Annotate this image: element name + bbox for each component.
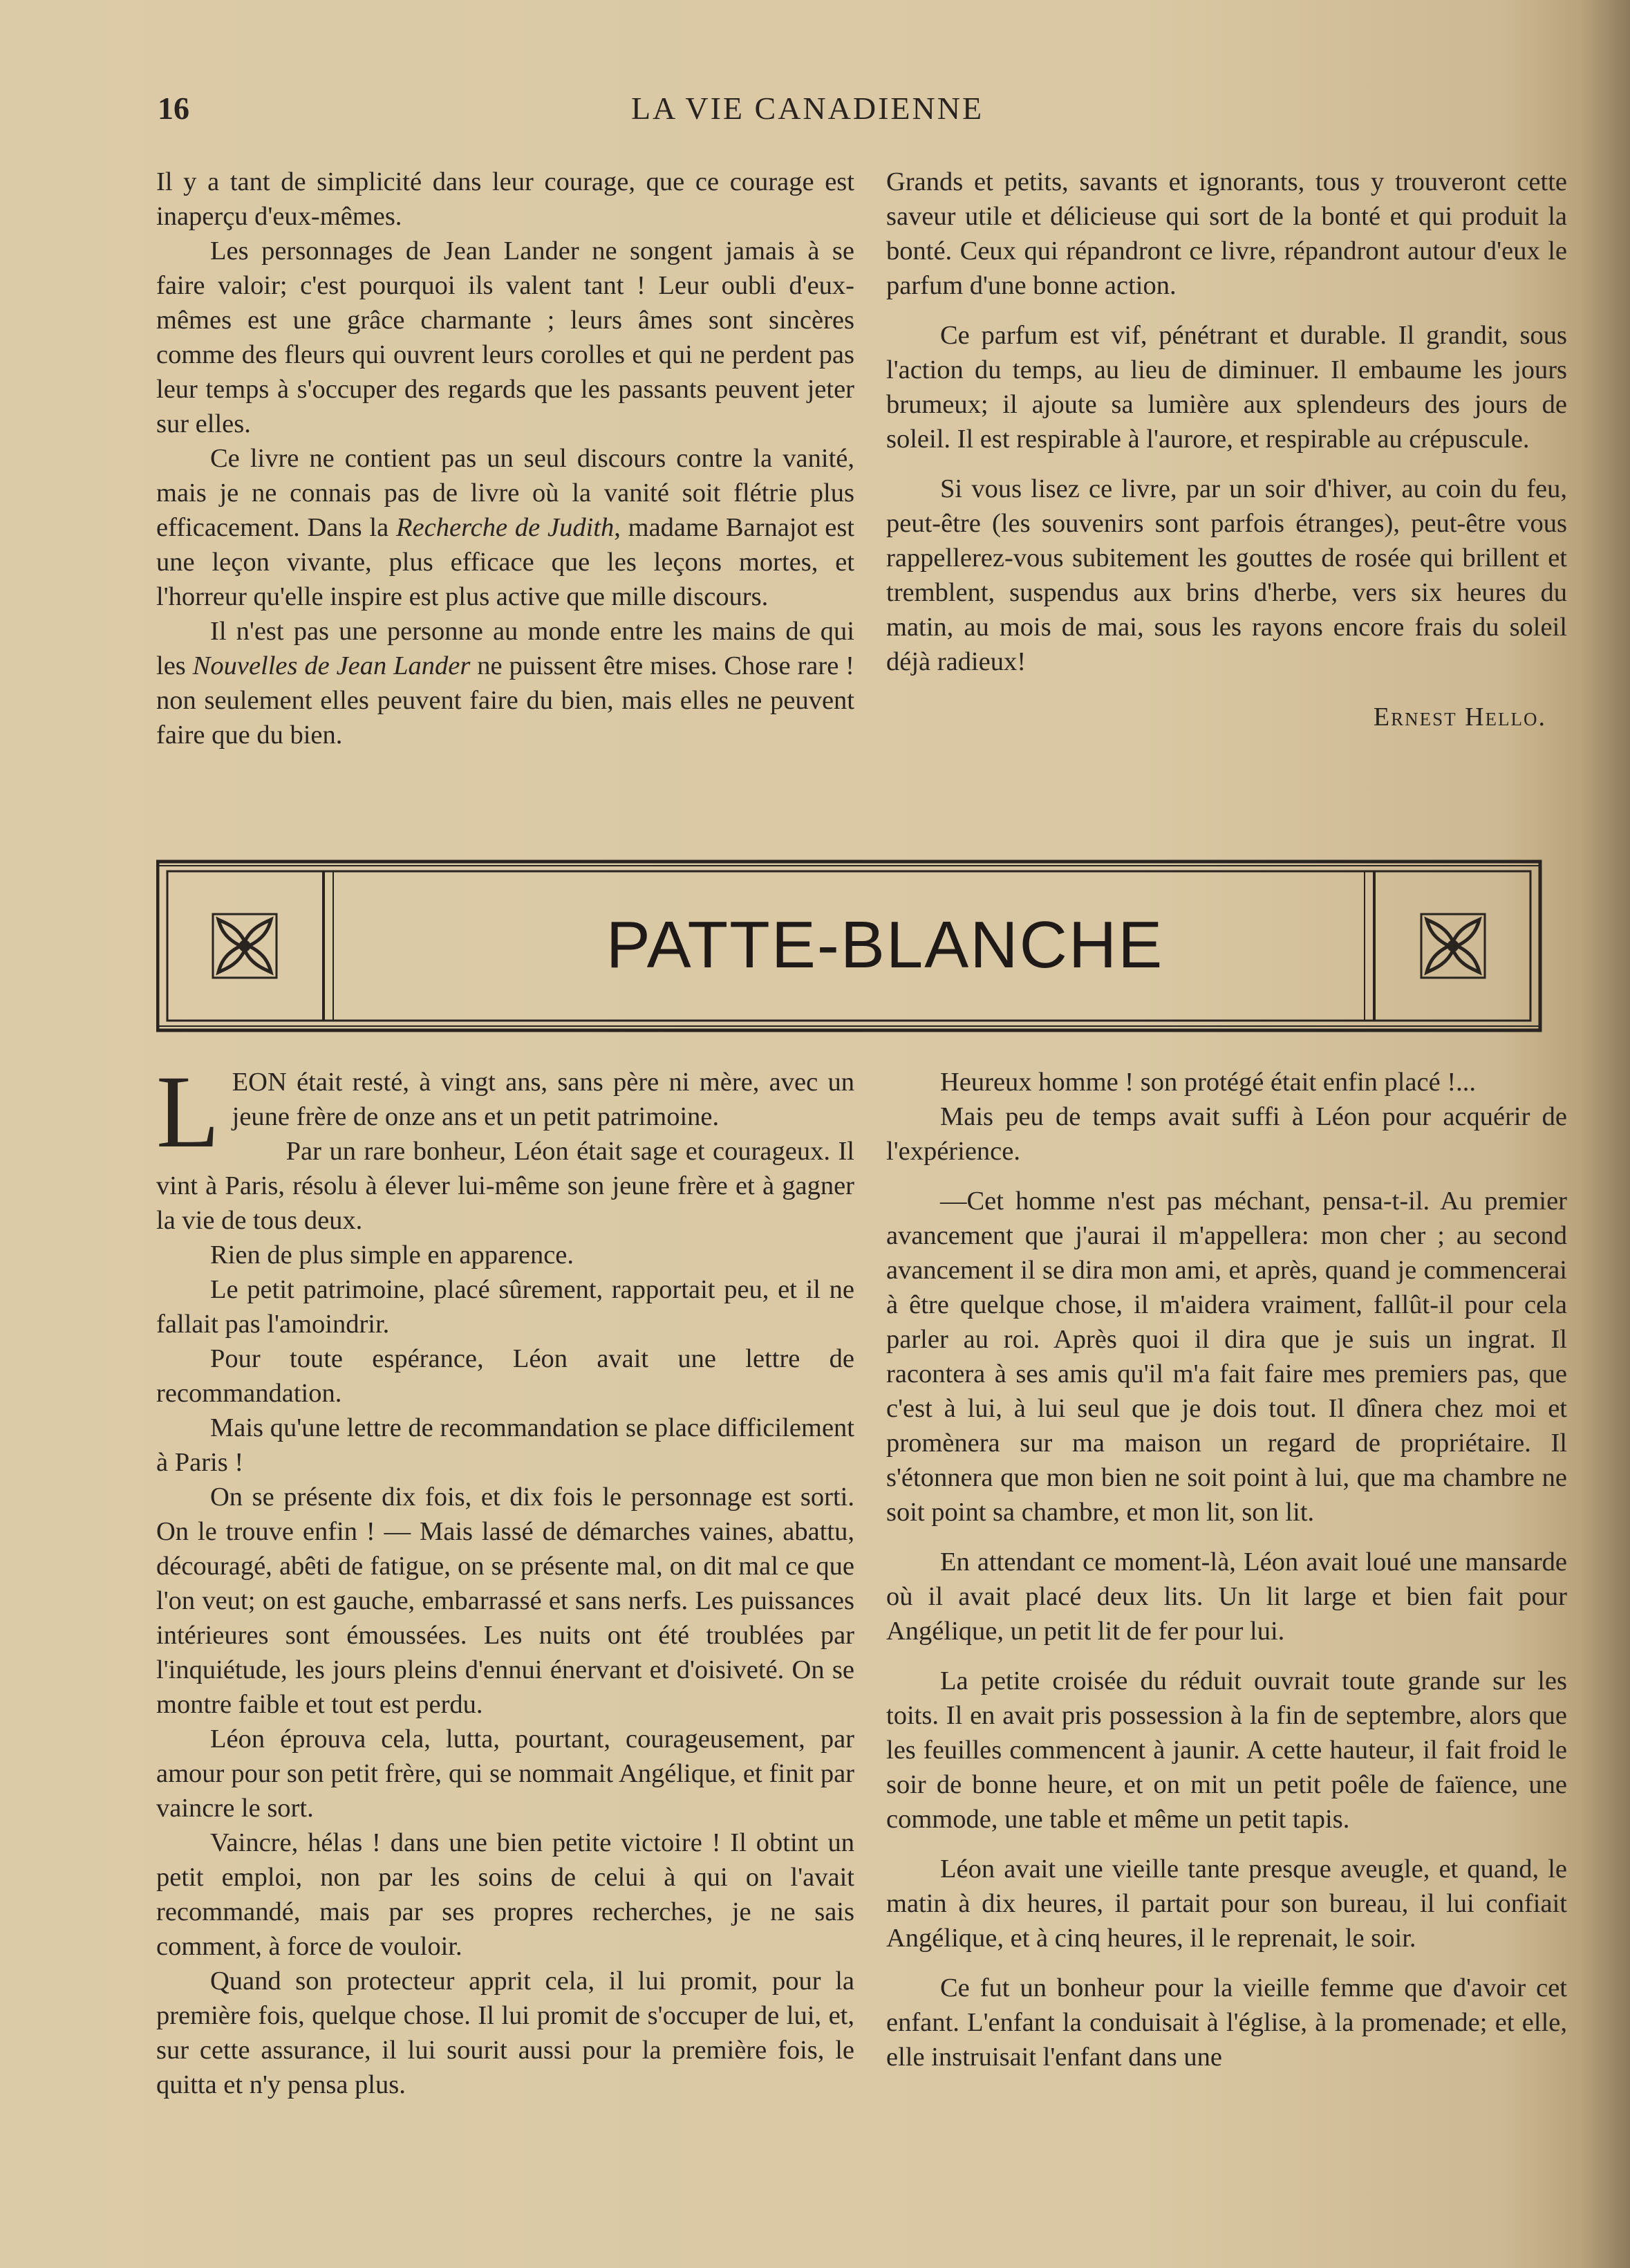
- drop-cap: L: [156, 1054, 220, 1169]
- fleuron-icon-left: [213, 914, 277, 978]
- paragraph: Les personnages de Jean Lander ne songent jamais à se faire valoir; c'est pourquoi ils valent tant ! Leur oubli d'eux-mêmes est une grâce charmante ; leurs âmes sont sincères comme des fleurs qui ouvrent leurs corolles et qui ne perdent pas leur temps à s'occuper des regards que les passants peuvent jeter sur elles.: [156, 236, 854, 438]
- paragraph: En attendant ce moment-là, Léon avait loué une mansarde où il avait placé deux lits. Un lit large et bien fait pour Angélique, un petit lit de fer pour lui.: [886, 1547, 1567, 1646]
- paragraph: Grands et petits, savants et ignorants, tous y trouveront cette saveur utile et délicieuse qui sort de la bonté et qui produit la bonté. Ceux qui répandront ce livre, répandront autour d'eux le parfum d'une bonne action.: [886, 167, 1567, 300]
- paragraph: Mais qu'une lettre de recommandation se place difficilement à Paris !: [156, 1413, 854, 1477]
- paragraph: Heureux homme ! son protégé était enfin placé !...: [940, 1068, 1477, 1097]
- paragraph: [156, 614, 854, 752]
- story-column-left: [156, 1054, 854, 2102]
- story-title: PATTE-BLANCHE: [606, 908, 1164, 982]
- page-number: 16: [158, 91, 189, 126]
- paragraph: Rien de plus simple en apparence.: [210, 1240, 574, 1270]
- paragraph: Léon avait une vieille tante presque aveugle, et quand, le matin à dix heures, il partait pour son bureau, il lui confiait Angélique, et à cinq heures, il le reprenait, le soir.: [886, 1855, 1567, 1953]
- paragraph: Ce fut un bonheur pour la vieille femme que d'avoir cet enfant. L'enfant la conduisait à l'église, à la promenade; et elle, elle instruisait l'enfant dans une: [886, 1973, 1567, 2072]
- magazine-title: LA VIE CANADIENNE: [630, 91, 984, 126]
- text-run: Ce livre ne contient pas un seul discours contre la vanité, mais je ne connais pas de livre où la vanité soit flétrie plus efficacement. Dans la: [156, 444, 854, 542]
- paragraph: Quand son protecteur apprit cela, il lui promit, pour la première fois, quelque chose. Il lui promit de s'occuper de lui, et, sur cette assurance, il lui sourit aussi pour la première fois, le quitta et n'y pensa plus.: [156, 1967, 854, 2099]
- text-run: Il n'est pas une personne au monde entre les mains de qui les: [156, 617, 854, 680]
- text-run: EON était resté, à vingt ans, sans père ni mère, avec un jeune frère de onze ans et un petit patrimoine.: [232, 1068, 854, 1131]
- essay-column-right: [886, 165, 1567, 734]
- paragraph: Léon éprouva cela, lutta, pourtant, courageusement, par amour pour son petit frère, qui se nommait Angélique, et finit par vaincre le sort.: [156, 1725, 854, 1823]
- paragraph: Pour toute espérance, Léon avait une lettre de recommandation.: [156, 1344, 854, 1408]
- paragraph: —Cet homme n'est pas méchant, pensa-t-il. Au premier avancement que j'aurai il m'appellera: mon cher ; au second avancement il se dira mon ami, et après, quand je commencerai à être quelque chose, il m'aidera vraiment, fallût-il pour cela parler au roi. Après quoi il dira que je suis un ingrat. Il racontera à ses amis qu'il m'a fait faire mes premiers pas, que c'est à lui, à lui seul que je dois tout. Il dînera chez moi et promènera sur ma maison un regard de propriétaire. Il s'étonnera que mon bien ne soit point à lui, que ma chambre ne soit point sa chambre, et mon lit, son lit.: [886, 1187, 1567, 1527]
- essay-column-left: [156, 165, 854, 752]
- story-title-banner: [156, 859, 1613, 1033]
- paragraph: On se présente dix fois, et dix fois le personnage est sorti. On le trouve enfin ! — Mais lassé de démarches vaines, abattu, découragé, abêti de fatigue, on se présente mal, on dit mal ce que l'on veut; on est gauche, embarrassé et sans nerfs. Les puissances intérieures sont émoussées. Les nuits ont été troublées par l'inquiétude, les jours pleins d'ennui énervant et d'oisiveté. On se montre faible et tout est perdu.: [156, 1482, 854, 1719]
- story-column-right: [886, 1065, 1567, 2074]
- paragraph: Il y a tant de simplicité dans leur courage, que ce courage est inaperçu d'eux-mêmes.: [156, 167, 854, 231]
- paragraph: La petite croisée du réduit ouvrait toute grande sur les toits. Il en avait pris possession à la fin de septembre, alors que les feuilles commencent à jaunir. A cette hauteur, il fait froid le soir de bonne heure, et on mit un petit poêle de faïence, une commode, une table et même un petit tapis.: [886, 1666, 1567, 1834]
- paragraph: [156, 441, 854, 614]
- text-run: , madame Barnajot est une leçon vivante, plus efficace que les leçons mortes, et l'horreur qu'elle inspire est plus active que mille discours.: [156, 513, 854, 611]
- text-run: ne puissent être mises. Chose rare ! non seulement elles peuvent faire du bien, mais elles ne peuvent faire que du bien.: [156, 651, 855, 750]
- author-signature: Ernest Hello.: [1373, 703, 1546, 732]
- book-title-italic: Nouvelles de Jean Lander: [192, 651, 471, 680]
- opening-paragraph: [156, 1054, 854, 1169]
- paragraph: Par un rare bonheur, Léon était sage et courageux. Il vint à Paris, résolu à élever lui-même son jeune frère et à gagner la vie de tous deux.: [156, 1137, 854, 1235]
- paragraph: Si vous lisez ce livre, par un soir d'hiver, au coin du feu, peut-être (les souvenirs sont parfois étranges), peut-être vous rappellerez-vous subitement les gouttes de rosée qui brillent et tremblent, suspendus aux brins d'herbe, vers six heures du matin, au mois de mai, sous les rayons encore frais du soleil déjà radieux!: [886, 474, 1567, 676]
- paragraph: Ce parfum est vif, pénétrant et durable. Il grandit, sous l'action du temps, au lieu de diminuer. Il embaume les jours brumeux; il ajoute sa lumière aux splendeurs des jours de soleil. Il est respirable à l'aurore, et respirable au crépuscule.: [886, 321, 1567, 454]
- paragraph: Mais peu de temps avait suffi à Léon pour acquérir de l'expérience.: [886, 1102, 1567, 1166]
- book-title-italic: Recherche de Judith: [396, 513, 615, 542]
- running-head: [158, 90, 1457, 131]
- paragraph: Le petit patrimoine, placé sûrement, rapportait peu, et il ne fallait pas l'amoindrir.: [156, 1275, 854, 1339]
- paragraph: Vaincre, hélas ! dans une bien petite victoire ! Il obtint un petit emploi, non par les soins de celui à qui on l'avait recommandé, mais par ses propres recherches, je ne sais comment, à force de vouloir.: [156, 1828, 854, 1961]
